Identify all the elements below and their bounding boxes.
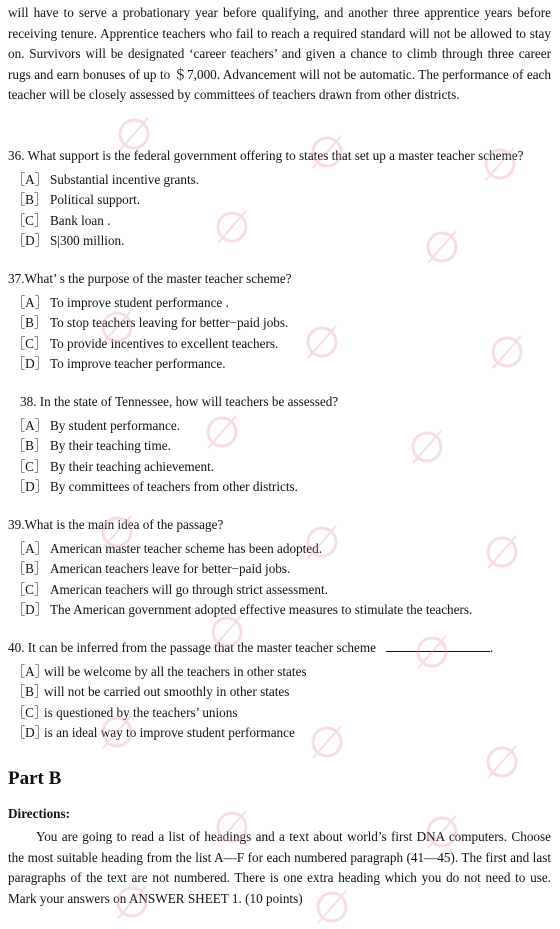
option-label: ［A］: [12, 664, 48, 679]
option-text: To stop teachers leaving for better−paid jobs.: [50, 315, 289, 330]
question-37-stem: 37.What’ s the purpose of the master teacher scheme?: [8, 271, 292, 286]
question-36-option-d[interactable]: [12, 230, 124, 249]
option-text: By committees of teachers from other districts.: [50, 479, 298, 494]
option-label: ［D］: [12, 479, 48, 494]
option-label: ［C］: [12, 459, 48, 474]
question-39-option-a[interactable]: [12, 538, 322, 557]
option-text: By student performance.: [50, 418, 181, 433]
option-text: Political support.: [50, 192, 141, 207]
question-37-option-a[interactable]: [12, 292, 229, 311]
option-text: To provide incentives to excellent teachers.: [50, 336, 279, 351]
option-label: ［D］: [12, 356, 48, 371]
question-39-option-c[interactable]: [12, 579, 328, 598]
question-40-option-c[interactable]: [12, 702, 238, 721]
option-label: ［B］: [12, 561, 48, 576]
part-b-heading: Part B: [8, 768, 62, 789]
option-text: To improve teacher performance.: [50, 356, 226, 371]
option-text: is questioned by the teachers’ unions: [44, 705, 238, 720]
option-label: ［B］: [12, 684, 48, 699]
option-text: By their teaching achievement.: [50, 459, 215, 474]
option-text: American teachers leave for better−paid jobs.: [50, 561, 291, 576]
watermark-icon: [405, 425, 449, 469]
question-38-stem: 38. In the state of Tennessee, how will teachers be assessed?: [20, 394, 339, 409]
option-text: Substantial incentive grants.: [50, 172, 200, 187]
option-label: ［D］: [12, 602, 48, 617]
question-40-option-a[interactable]: [12, 661, 307, 680]
question-36-option-b[interactable]: [12, 189, 140, 208]
question-40-stem-end: .: [489, 640, 494, 655]
question-39-stem: 39.What is the main idea of the passage?: [8, 517, 224, 532]
watermark-icon: [200, 410, 244, 454]
answer-blank[interactable]: [386, 640, 490, 652]
watermark-icon: [480, 530, 524, 574]
option-label: ［B］: [12, 438, 48, 453]
option-text: will not be carried out smoothly in other states: [44, 684, 290, 699]
option-label: ［C］: [12, 582, 48, 597]
directions-text: You are going to read a list of headings and a text about world’s first DNA computers. Choose the most suitable heading from the list A—F for each numbered paragraph (41—45). The first and last paragraphs of the text are not numbered. There is one extra heading which you do not need to use. Mark your answers on ANSWER SHEET 1. (10 points): [8, 829, 551, 906]
option-label: ［A］: [12, 418, 48, 433]
option-label: ［B］: [12, 315, 48, 330]
option-label: ［D］: [12, 725, 48, 740]
question-37-option-b[interactable]: [12, 312, 288, 331]
option-text: is an ideal way to improve student performance: [44, 725, 295, 740]
question-40-stem: [8, 640, 493, 656]
option-text: The American government adopted effective measures to stimulate the teachers.: [50, 602, 473, 617]
option-text: American teachers will go through strict assessment.: [50, 582, 328, 597]
option-label: ［C］: [12, 705, 48, 720]
watermark-icon: [420, 225, 464, 269]
option-label: ［B］: [12, 192, 48, 207]
question-38-option-d[interactable]: [12, 476, 298, 495]
option-text: will be welcome by all the teachers in other states: [44, 664, 307, 679]
watermark-icon: [480, 740, 524, 784]
option-label: ［A］: [12, 295, 48, 310]
question-36-stem: 36. What support is the federal government offering to states that set up a master teacher scheme?: [8, 148, 524, 163]
question-36-option-a[interactable]: [12, 169, 199, 188]
question-40-option-d[interactable]: [12, 722, 295, 741]
question-40-option-b[interactable]: [12, 681, 289, 700]
watermark-icon: [485, 330, 529, 374]
watermark-icon: [210, 205, 254, 249]
option-text: S|300 million.: [50, 233, 125, 248]
question-39-option-b[interactable]: [12, 558, 290, 577]
question-37-option-c[interactable]: [12, 333, 278, 352]
option-text: By their teaching time.: [50, 438, 171, 453]
option-label: ［C］: [12, 336, 48, 351]
watermark-icon: [305, 720, 349, 764]
option-label: ［A］: [12, 541, 48, 556]
intro-paragraph: will have to serve a probationary year before qualifying, and another three apprentice years before receiving tenure. Apprentice teachers who fail to reach a required standard will not be allowed to stay on. Survivors will be designated ‘career teachers’ and given a chance to climb through three career rugs and earn bonuses of up to ＄7,000. Advancement will not be automatic. The performance of each teacher will be closely assessed by committees of teachers drawn from other districts.: [8, 5, 551, 102]
directions-label: Directions:: [8, 806, 71, 821]
option-text: To improve student performance .: [50, 295, 229, 310]
question-36-option-c[interactable]: [12, 210, 110, 229]
question-38-option-a[interactable]: [12, 415, 180, 434]
question-39-option-d[interactable]: [12, 599, 472, 618]
option-text: Bank loan .: [50, 213, 111, 228]
option-label: ［D］: [12, 233, 48, 248]
option-text: American master teacher scheme has been adopted.: [50, 541, 323, 556]
option-label: ［A］: [12, 172, 48, 187]
question-37-option-d[interactable]: [12, 353, 226, 372]
question-40-stem-text: 40. It can be inferred from the passage that the master teacher scheme: [8, 640, 376, 655]
question-38-option-b[interactable]: [12, 435, 171, 454]
question-38-option-c[interactable]: [12, 456, 214, 475]
watermark-icon: [300, 320, 344, 364]
option-label: ［C］: [12, 213, 48, 228]
